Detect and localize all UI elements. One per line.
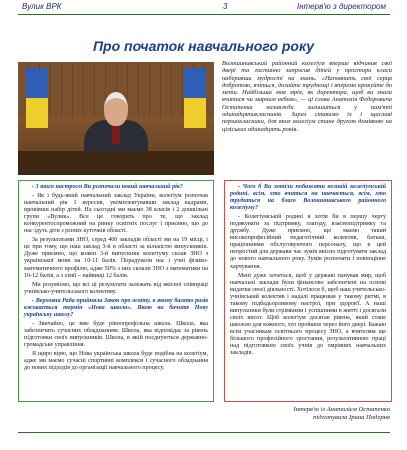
page-number: 3: [223, 2, 228, 11]
interview-answer-paragraph: За результатами ЗНО, серед 400 закладів області ми на 19 місці, і це при тому, що наш заклад 3-й в області за кількістю випускників. Дуже приємно, що кожен 3-й випускник колегіуму склав ЗНО з української мови на 10-11 балів. Порадували нас і учні фізико-математичного профілю, адже 50% з них склали ЗНО з математики на 10-12 балів, а з хімії – найвищі 12 балів.: [24, 237, 208, 279]
footer-rule: [18, 432, 390, 433]
interview-question: - З яким настроєм Ви розпочали новий навчальний рік?: [32, 184, 183, 190]
article-intro: Волошинивський районний колегіум вперше відчинив свої двері та гостинно запросив дітей у простори класи наберавши мудрості на знань. «Наповнить свої серця добротою, вчіться, долайте труднощі і вперемо крокуйте до мети. Найбільша моя мрія, як директора, щоб ви знали вчитися чи марним небом», — ці слова Анатолія Федоровича Остапенка назавжди залишиться у пам'яті одинадцятикласників. Зараз ставимо їх і щасливі першокласники, для яких колегіум стане другою домівкою на ціліських одинадцять років.: [222, 60, 392, 133]
interview-answer-paragraph: - Як і будь-який навчальний заклад України, колегіум розпочав навчальний рік 1 вересня, укомплектувавши заклад кадрами, провівши набір дітей. На сьогодні ми маємо 38 класів і 2 дошкільні групи «Вулик». Все це говорить про те, що заклад конкурентоспроможний на ринку освітніх послуг і приємно, що до нас ідуть діти з різних куточків області.: [24, 193, 208, 235]
interview-answer-paragraph: - Звичайно, це вже буде рівнопрофільна школа. Школа, яка забезпечить сучасних обладнанням. Школа, яка відповідає за рівень підготовки своїх випускників. Школа, в якій поєднуються державно-громадське управління.: [24, 320, 208, 348]
interview-question: - Верховна Рада прийняла Закон про освіту, в якому багато разів вживається термін «Нова школа». Якою ви бачите Нову українську школу?: [24, 297, 208, 318]
desk: [18, 151, 214, 175]
section-name: Інтерв'ю з директором: [296, 2, 386, 11]
interview-box-left: [18, 180, 214, 402]
interview-question: - Чого б Ви хотіли побажати великій колегіумській родині, всім, хто вчиться на навчається, всім, хто трудиться на благо Волошинивського районного колегіуму?: [230, 184, 386, 212]
interview-answer-paragraph: - Колегіумській родині я хотів би в першу чергу подякувати за підтримку, злагоду, взаємопідтримку та дружбу. Дуже приємно, що маємо такий високопрофесійний педагогічний колектив, батьки, праціонними обслуговуючого персоналу, що в цей непростий для держави час зумів якісно підготувати заклад до нового навчального року. Зумів розпочати і повноцінне харчування.: [230, 214, 386, 270]
interview-box-right: [224, 180, 392, 402]
article-title: Про початок навчального року: [92, 38, 315, 54]
interview-answer-paragraph: Мені дуже хочеться, щоб у державі панував мир, щоб навчальні заклади були фінансово забезпечені на основі видатки своєї діяльності. Хотілося б, щоб наш учительсько-учнівський колектив і надалі працював у такому ритмі, в такому підбадьорливому настрої, при здоров'ї. А наші випускники були стрімкими і успішними в житті і досягали своїх висот. Щоб колегіум досягав рівень, який стане школою для кожного, хто пройшов через його двері. Бажаю всім учасникам освітнього процесу ЗНО, а вчителям ще більшого професійного зростання, результативною праці над підготовкою своїх учнів до омріяних навчальних закладів.: [230, 272, 386, 357]
interview-answer-paragraph: Я щиро вірю, що Нова українська школа буде подібна на колегіум, адже ми маємо сучасні спортивні комплекси і сучасного обладнання до нових підходів до організації навчального процесу.: [24, 351, 208, 372]
credit-line-interview: Інтерв'ю із Анатолієм Остапенко: [293, 406, 390, 413]
interview-answer-paragraph: Ми розуміємо, що всі ці результати залежать від якісної співпраці учнівсько-учительського колективу.: [24, 281, 208, 295]
director-head: [104, 92, 128, 126]
page-header: [18, 0, 390, 15]
ukraine-flag-icon: [184, 68, 206, 128]
ukraine-flag-icon: [26, 68, 48, 128]
credit-line-author: підготувала Ірина Подерня: [313, 414, 390, 421]
article-credit: [230, 406, 390, 422]
newsletter-name: Вулик ВРК: [22, 2, 62, 11]
director-photo: [18, 62, 214, 175]
